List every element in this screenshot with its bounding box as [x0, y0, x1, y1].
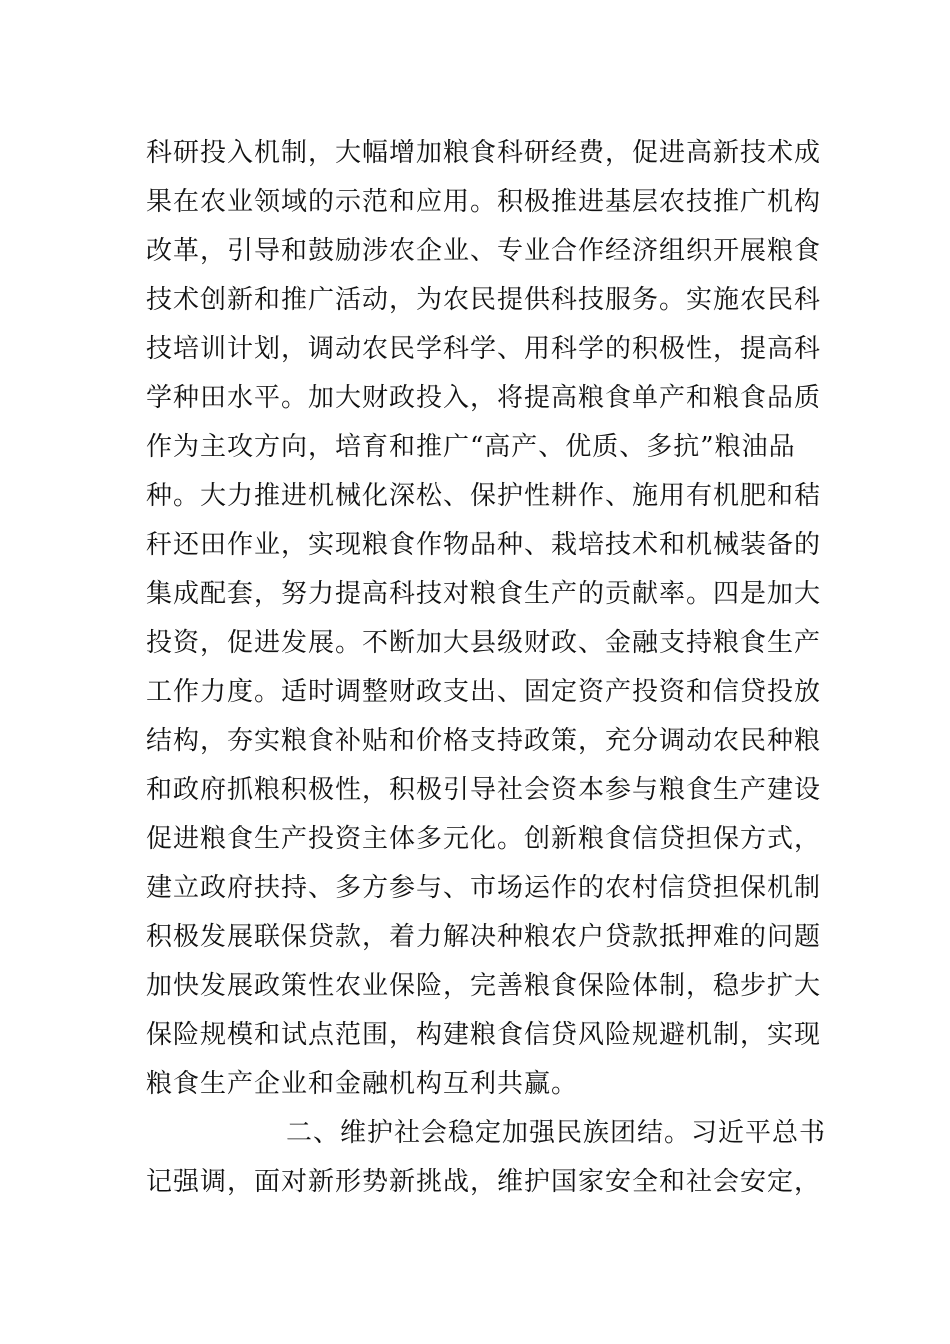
- text-line: 学种田水平。加大财政投入，将提高粮食单产和粮食品质: [146, 383, 822, 413]
- text-line: 和政府抓粮积极性，积极引导社会资本参与粮食生产建设: [146, 775, 822, 805]
- text-line: 秆还田作业，实现粮食作物品种、栽培技术和机械装备的: [146, 530, 822, 560]
- text-line: 加快发展政策性农业保险，完善粮食保险体制，稳步扩大: [146, 971, 822, 1001]
- text-line: 作为主攻方向，培育和推广“高产、优质、多抗”粮油品: [146, 432, 796, 462]
- text-line: 建立政府扶持、多方参与、市场运作的农村信贷担保机制: [146, 873, 822, 903]
- text-line: 果在农业领域的示范和应用。积极推进基层农技推广机构: [146, 187, 822, 217]
- text-line: 结构，夯实粮食补贴和价格支持政策，充分调动农民种粮: [146, 726, 822, 756]
- section-heading-line: 二、维护社会稳定加强民族团结。习近平总书: [286, 1118, 827, 1148]
- text-line: 粮食生产企业和金融机构互利共赢。: [146, 1069, 579, 1099]
- text-line: 技培训计划，调动农民学科学、用科学的积极性，提高科: [146, 334, 822, 364]
- text-line: 技术创新和推广活动，为农民提供科技服务。实施农民科: [146, 285, 822, 315]
- text-line: 改革，引导和鼓励涉农企业、专业合作经济组织开展粮食: [146, 236, 822, 266]
- text-line: 促进粮食生产投资主体多元化。创新粮食信贷担保方式，: [146, 824, 822, 854]
- text-line: 工作力度。适时调整财政支出、固定资产投资和信贷投放: [146, 677, 822, 707]
- text-line: 种。大力推进机械化深松、保护性耕作、施用有机肥和秸: [146, 481, 822, 511]
- text-line: 积极发展联保贷款，着力解决种粮农户贷款抵押难的问题: [146, 922, 822, 952]
- text-line: 保险规模和试点范围，构建粮食信贷风险规避机制，实现: [146, 1020, 822, 1050]
- text-line: 投资，促进发展。不断加大县级财政、金融支持粮食生产: [146, 628, 822, 658]
- text-line: 科研投入机制，大幅增加粮食科研经费，促进高新技术成: [146, 138, 822, 168]
- text-line: 集成配套，努力提高科技对粮食生产的贡献率。四是加大: [146, 579, 822, 609]
- text-line: 记强调，面对新形势新挑战，维护国家安全和社会安定，: [146, 1167, 822, 1197]
